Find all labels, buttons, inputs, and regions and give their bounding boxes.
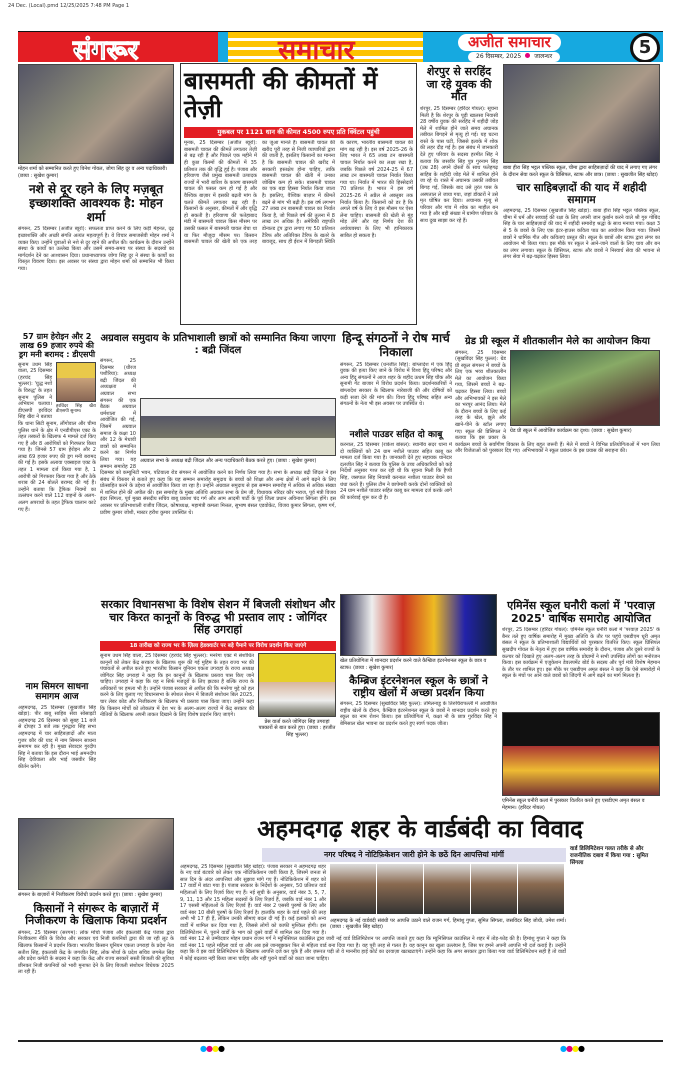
section-title-right: समाचार <box>278 35 355 62</box>
section-title-left: संगरूर <box>73 35 139 62</box>
cambridge-caption: खेल प्रतियोगिता में शानदार प्रदर्शन करने वाले कैम्ब्रिज इंटरनेशनल स्कूल के छात्र व स्टाफ। (छाया : सुखेश कुमार) <box>340 658 487 671</box>
mohan-body: संगरूर, 25 दिसम्बर (अजीत ब्यूरो): सफलता प्राप्त करने के लिए कड़ी मेहनत, दृढ़ इच्छाशक्ति और अच्छी संगति अत्यंत महत्वपूर्ण है। ये विचार समाजसेवी मोहन शर्मा ने व्यक्त किए। उन्होंने युवाओं से नशे से दूर रहने की अपील की। कार्यक्रम के दौरान उन्होंने संस्था के कार्यों का उल्लेख किया और उसमें समय-समय पर संस्था के सदस्यों का मार्गदर्शन देने का आश्वासन दिया। प्रधानाध्यापक जोगा सिंह दूर ने संस्था के कार्यों का विस्तृत विवरण दिया। इस अवसर पर संस्था द्वारा मोहन शर्मा को सम्मानित भी किया गया। <box>18 226 174 272</box>
agrawal-figure <box>140 398 336 467</box>
grade-caption: ग्रेड प्री स्कूल में आयोजित कार्यक्रम का दृश्य। (छाया : सुखेश कुमार) <box>510 427 632 434</box>
sherpur-headline: शेरपुर से सरहिंद जा रहे युवक की मौत <box>426 65 492 104</box>
agrawal-photo <box>140 398 336 456</box>
ugrahan-headline: सरकार विधानसभा के विशेष सेशन में बिजली संशोधन और चार किरत कानूनों के विरुद्ध भी प्रस्ताव लाए : जोगिंदर सिंह उगराहां <box>101 598 335 637</box>
cambridge-story <box>340 594 497 813</box>
dsp-caption: हरविंदर सिंह खैरा डीएसपी सुनाम। <box>56 403 96 415</box>
masthead <box>18 31 663 62</box>
simran-headline: नाम सिमरन साधना समागम आज <box>25 682 89 703</box>
cambridge-photo <box>340 594 497 656</box>
portrait-sumit-singla <box>424 864 470 914</box>
ahmedgarh-portraits <box>330 864 566 916</box>
portrait-umesh-sharma <box>518 864 564 914</box>
hindu-powder-column <box>340 330 452 591</box>
ahmedgarh-caption: अहमदगढ़ के नई वार्डबंदी संबंधी पर आपत्ति उठाने वाले राजन गर्ग, हिमांशु गुप्ता, सुमित सिंगला, जसविंदर सिंह जोधी, उमेश शर्मा। (छाया : सुखजीत सिंह खोड़ा) <box>330 917 566 931</box>
sahibzade-caption: बाबा हीरा सिंह भट्टल पब्लिक स्कूल, चीमा द्वारा साहिबज़ादों की याद में लगाए गए लंगर के दौरान सेवा करते स्कूल के प्रिंसिपल, स्टाफ और छात्र। (छाया : सुखजीत सिंह खोड़ा) <box>503 165 658 178</box>
agrawal-caption: अग्रवाल सभा के अध्यक्ष बद्री जिंदल और अन्य पदाधिकारी बैठक करते हुए। (छाया : सुखेश कुमार) <box>140 458 317 464</box>
aminence-headline: एमिनेंस स्कूल घनौरी कलां में 'परवाज़ 2025' वार्षिक समारोह आयोजित <box>507 599 655 625</box>
cambridge-body: संगरूर, 25 दिसम्बर (सुखविंदर सिंह फुल्ल): तमिलनाडु के तिरुचिरापल्ली में आयोजित राष्ट्रीय खेलों के दौरान, कैम्ब्रिज इंटरनेशनल स्कूल के छात्रों ने शानदार प्रदर्शन करते हुए स्कूल का नाम रोशन किया। इस प्रतियोगिता में, कक्षा नौ के छात्र गुरविंदर सिंह ने बेमिसाल खेल भावना का प्रदर्शन करते हुए स्वर्ण पदक जीता। <box>340 701 497 727</box>
date-pill <box>468 52 560 62</box>
farmers-photo <box>18 818 174 890</box>
drug-body <box>18 362 96 675</box>
print-slug: 24 Dec. (Local).pmd 12/25/2025 7:48 PM Page 1 <box>8 3 130 9</box>
cambridge-headline: कैम्ब्रिज इंटरनेशनल स्कूल के छात्रों ने राष्ट्रीय खेलों में अच्छा प्रदर्शन किया <box>349 675 488 700</box>
masthead-left <box>18 32 218 62</box>
sahibzade-photo <box>503 64 660 163</box>
grade-headline: ग्रेड प्री स्कूल में शीतकालीन मेले का आयोजन किया <box>464 336 650 347</box>
agrawal-headline: अग्रवाल समुदाय के प्रतिभाशाली छात्रों को सम्मानित किया जाएगा : बद्री जिंदल <box>100 333 336 356</box>
mohan-photo <box>18 64 174 164</box>
color-registration-mark: ●●●● <box>200 1044 224 1053</box>
issue-date: 26 दिसम्बर, 2025 <box>476 53 522 60</box>
ahmedgarh-main <box>180 846 566 1038</box>
basmati-subhead: मुकबल पर 1121 धान की कीमत 4500 रुपए प्रति क्विंटल पहुंची <box>184 127 413 138</box>
portrait-rajan-garg <box>330 864 376 914</box>
mohan-headline: नशे से दूर रहने के लिए मज़बूत इच्छाशक्ति आवश्यक है: मोहन शर्मा <box>28 182 164 224</box>
sahibzade-body: अहमदगढ़, 25 दिसम्बर (सुखजीत सिंह खोड़ा): बाबा हीरा सिंह भट्टल पब्लिक स्कूल, चीमा में धर्म और सच्चाई की रक्षा के लिए अपनी जान कुर्बान करने वाले श्री गुरु गोबिंद सिंह के चार साहिबज़ादों की याद में शहीदी समारोह श्रद्धा के साथ मनाया गया। कक्षा 3 से 5 के छात्रों के लिए एक इंटर-हाउस कविता पाठ का आयोजन किया गया। जिसमें छात्रों ने धार्मिक गीत और कविताएं प्रस्तुत कीं। स्कूल के छात्रों और स्टाफ द्वारा लंगर का आयोजन भी किया गया। इस मौके पर स्कूल ने आने-जाने वालों के लिए चाय और बन का लंगर लगाया। स्कूल के प्रिंसिपल, स्टाफ और छात्रों ने निस्वार्थ सेवा की भावना से लंगर सेवा में बढ़-चढ़कर हिस्सा लिया। <box>503 208 660 261</box>
agrawal-body-text: संगरूर, 25 दिसम्बर (धीरज पशौरिया): अध्यक्ष बद्री जिंदल की अध्यक्षता में अग्रवाल सभा संगरूर की एक बैठक अग्रवाल धर्मशाला में आयोजित की गई, जिसमें अग्रवाल समाज के कक्षा 10 और 12 के मेधावी छात्रों को सम्मानित करने का निर्णय लिया गया। यह सम्मान समारोह 28 दिसम्बर को कम्युनिटी भवन, पटियाला रोड संगरूर में आयोजित करने का निर्णय लिया गया है। सभा के अध्यक्ष बद्री जिंदल ने इस संबंध में विस्तार से बताते हुए कहा कि यह सम्मान समारोह समुदाय के बच्चों को शिक्षा और अन्य क्षेत्रों में आगे बढ़ने के लिए प्रोत्साहित करने के उद्देश्य से आयोजित किया जा रहा है। उन्होंने अग्रवाल समुदाय से इस सम्मान समारोह में अधिक से अधिक संख्या में शामिल होने की अपील की। इस समारोह के मुख्य अतिथि अग्रवाल सभा के प्रेम जी, विधायक नरिंदर कौर भराज, पूर्व मंत्री विजय इंदर सिंगला, पूर्व मुख्य संसदीय सचिव बाबू प्रकाश चंद गर्ग और आम आदमी पार्टी के पूर्व जिला प्रधान अविनाश सिंगला होंगे। इस अवसर पर प्रतिभाशाली राजीव जिंदल, कोषाध्यक्ष, महामंत्री कमला मित्तल, सुभाष बंसल एडवोकेट, विजय कुमार सिंगला, कृष्ण गर्ग, प्रवीण कुमार जोशी, मास्टर हरीश कुमार उपस्थित थे। <box>100 358 336 516</box>
ahmedgarh-side-headline: वार्ड डिलिमिटेशन गलत तरीके से और राजनीतिक दबाव में किया गया : सुमित सिंगला <box>570 845 649 866</box>
agrawal-body <box>100 358 336 591</box>
ahmedgarh-story <box>180 814 660 1038</box>
basmati-box <box>180 63 417 325</box>
bottom-rule <box>18 1040 663 1042</box>
powder-body: करनाल, 25 दिसम्बर (राकेश बांसल): स्थानीय सदर थाना में दो व्यक्तियों को 24 ग्राम नशीले पाउडर सहित काबू कर मामला दर्ज किया गया है। जानकारी देते हुए सहायक थानेदार दलजीत सिंह ने बताया कि पुलिस के उच्च अधिकारियों को कड़े निर्देशों अनुसार गश्त कर रही थी कि सूचना मिली कि हैप्पी सिंह, जसपाल सिंह निवासी करनाल नशीला पाउडर बेचने का धंधा करते हैं। पुलिस टीम ने छापेमारी करके दोनों व्यक्तियों को 24 ग्राम नशीले पाउडर सहित काबू कर मामला दर्ज करके आगे की कार्रवाई शुरू कर दी है। <box>340 441 452 501</box>
ugrahan-caption: प्रेस वार्ता करते जोगिंदर सिंह उगराहां पत्रकारों से बात करते हुए। (छाया : हरजीत सिंह भुल्लर) <box>258 718 336 738</box>
basmati-body: मूनक, 25 दिसम्बर (अजीत ब्यूरो): बासमती चावल की कीमतें लगातार तेज़ी से बढ़ रही हैं और पिछले एक महीने में ही कुछ किस्मों की कीमतों में 35 प्रतिशत तक की वृद्धि हुई है। पंजाब और हरियाणा जैसे प्रमुख बासमती उत्पादक राज्यों में भारी बारिश के कारण बासमती चावल की फसल कम हो गई है और वैश्विक बाज़ार में इसकी बढ़ती मांग के चलते कीमतें लगातार बढ़ रही हैं। किसानों के अनुसार, कीमतों में और वृद्धि हो सकती है। हरियाणा की फतेहाबाद मंडी में बासमती चावल किस मौसम पर उसकी फ़सल में बासमती चावल बेचा था या फिर मौजूदा मौसम पर। किसान बासमती चावल की खेती को एक तरह का जुआ मानते हैं। बासमती चावल की खरीद पूरी तरह से निजी व्यापारियों द्वारा की जाती है, इसलिए किसानों का मानना है कि बासमती चावल की खरीद में सरकारी हस्तक्षेप होना चाहिए, ताकि बासमती चावल की खेती में उनका जोखिम कम हो सके। बासमती चावल का एक बड़ा हिस्सा निर्यात किया जाता है। इसलिए, वैश्विक बाज़ार में कीमतें बढ़ने से मांग भी बढ़ी है। इस वर्ष लगभग 27 लाख टन बासमती चावल का निर्यात किया है, जो पिछले वर्ष की तुलना में 8 लाख टन अधिक है। अमेरिकी राष्ट्रपति डोनाल्ड ट्रंप द्वारा लगाए गए 50 प्रतिशत टैरिफ और अतिरिक्त टैरिफ के खतरे के बावजूद, साथ ही ईरान में बिगड़ती स्थिति के कारण, भारतीय बासमती चावल की मांग बढ़ रही है। इस वर्ष 2025-26 के लिए भारत ने 65 लाख टन बासमती चावल निर्यात करने का लक्ष्य रखा है, जबकि पिछले वर्ष 2024-25 में 67 लाख टन बासमती चावल निर्यात किया गया था। निर्यात में भारत की हिस्सेदारी 70 प्रतिशत है। भारत ने इस वर्ष 2025-26 में अप्रैल से अक्तूबर तक निर्यात किया है। किसानों को डर है कि अगले वर्ष के लिए वे इस मौसम पर ऐसा लेना चाहिए। बासमती की खेती से मुंह मोड़ लेंगे और वह निर्णय देश की अर्थव्यवस्था के लिए भी हानिकारक साबित हो सकता है। <box>184 140 413 246</box>
sherpur-story <box>420 64 498 324</box>
ugrahan-body <box>100 653 336 813</box>
dsp-portrait <box>56 362 96 402</box>
aminence-photo <box>502 712 660 796</box>
ugrahan-figure <box>258 653 336 741</box>
ugrahan-portrait <box>258 653 336 717</box>
masthead-middle <box>228 32 423 62</box>
basmati-headline: बासमती की कीमतों में तेज़ी <box>184 67 378 123</box>
farmers-story <box>18 818 174 1036</box>
dot-icon <box>525 53 530 58</box>
sahibzade-story <box>503 64 660 324</box>
ahmedgarh-body <box>180 864 566 1038</box>
ahmedgarh-body-text: अहमदगढ़, 25 दिसम्बर (सुखजीत सिंह खोड़ा): पंजाब सरकार ने अहमदगढ़ शहर के नए वार्ड बंटवारे को लेकर एक नोटिफ़िकेशन जारी किया है, जिसमें जनता से सात दिन के अंदर आपत्तियां और सुझाव मांगे गए हैं। नोटिफ़िकेशन में शहर को 17 वार्डों में बांटा गया है। पंजाब सरकार के निर्देशों के अनुसार, 50 प्रतिशत वार्ड महिलाओं के लिए रिज़र्व किए गए हैं। नई सूची के अनुसार, वार्ड नंबर 3, 5, 7, 9, 11, 13 और 15 महिला सदस्यों के लिए रिज़र्व हैं, जबकि वार्ड नंबर 1 और 17 एससी महिलाओं के लिए रिज़र्व हैं। वार्ड नंबर 2 एससी पुरुषों के लिए और वार्ड नंबर 10 बीसी पुरुषों के लिए रिज़र्व है। हालांकि शहर के वार्ड पहले की तरह अभी भी 17 ही हैं, लेकिन उनकी सीमाएं बदल दी गई हैं। कई इलाकों को अन्य वार्डों में शामिल कर दिया गया है, जिससे लोगों को काफी मुश्किल होगी। इस डिलिमिटेशन में, पुराने वार्डों के भाग को दूसरे वार्डों में शामिल कर दिया गया है। वार्ड नंबर 12 से उम्मीदवार मोहन प्रधान राजन गर्ग ने म्युनिसिपल काउंसिल द्वारा जारी नई वार्ड डिलिमिटेशन पर आपत्ति जताते हुए कहा कि म्युनिसिपल काउंसिल ने शहर में तोड़-फोड़ की है। हिमांशु गुप्ता ने कहा कि वार्ड नंबर 11 पहले महिला वार्ड था और अब इसे जानबूझकर फिर से महिला वार्ड बना दिया गया है। यह पूरी तरह से गलत है। यह कानून का खुला उल्लंघन है, जिस पर हमने अपनी आपत्ति भी दर्ज कराई है। उन्होंने कहा कि वे इस वार्ड डिलिमिटेशन के खिलाफ आपत्ति दर्ज कर चुके हैं और ज़रूरत पड़ी तो वे माननीय हाई कोर्ट का दरवाज़ा खटखटाएंगे। उन्होंने कहा कि अगर सरकार द्वारा किया गया वार्ड डिलिमिटेशन सही है तो वार्डों में कोई बदलाव नहीं किया जाना चाहिए और नहीं पुराने वार्डों को काटा जाना चाहिए। <box>180 863 566 962</box>
ugrahan-story <box>100 597 336 813</box>
ugrahan-strip: 18 तारीख को राज्य भर के ज़िला हेडक्वार्टर पर बड़े पैमाने पर विरोध प्रदर्शन किए जाएंगे <box>100 641 336 651</box>
dsp-figure <box>56 362 96 417</box>
hindu-headline: हिन्दू संगठनों ने रोष मार्च निकाला <box>342 331 450 359</box>
agrawal-story <box>100 331 336 591</box>
paper-name: अजीत समाचार <box>458 34 561 51</box>
aminence-story <box>502 598 660 813</box>
drug-body-text: सुनाम उधम सिंह वाला, 25 दिसम्बर (हरचंद सिंह भुल्लर): 'युद्ध नशों के विरुद्ध' के तहत सुनाम पुलिस ने अभियान चलाया। डीएसपी हरविंदर सिंह खैरा ने बताया कि थाना सिटी सुनाम, लौंगोवाल और चीमा पुलिस थाने के क्षेत्र में एनडीपीएस एक्ट के तहत तस्करों के खिलाफ 4 मामले दर्ज किए गए हैं और 8 आरोपियों को गिरफ्तार किया गया है। जिनसे 57 ग्राम हेरोइन और 2 लाख 69 हजार रुपए की ड्रग मनी बरामद की गई है। इसके अलावा एक्साइज एक्ट के तहत 1 मामला दर्ज किया गया है, 1 आरोपी को गिरफ्तार किया गया है और ठेके शराब की 24 बोतलें बरामद की गई हैं। उन्होंने बताया कि ट्रैफिक नियमों का उल्लंघन करने वाले 112 वाहनों के अलग-अलग अपराधों के तहत ट्रैफिक चालान काटे गए हैं। <box>18 361 96 513</box>
ahmedgarh-figure <box>330 864 566 933</box>
grade-body <box>455 350 660 592</box>
page-number: 5 <box>630 33 660 62</box>
simran-body: अहमदगढ़, 25 दिसम्बर (सुखजीत सिंह खोड़ा): पीर बाबू साहिब सेवा सोसाइटी अहमदगढ़ 26 दिसम्बर को सुबह 11 बजे से दोपहर 3 बजे तक गुरुद्वारा सिंह सभा अहमदगढ़ में चार साहिबज़ादों और माता गुजर कौर की याद में नाम सिमरन साधना समागम कर रही है। मुख्य सेवादार गुरदीप सिंह ने बताया कि इस दौरान भाई अमनदीप सिंह देवीवाला और भाई जसवीर सिंह कीर्तन करेंगे। <box>18 704 96 771</box>
farmers-caption: संगरूर के बाज़ारों में निजीकरण विरोधी प्रदर्शन करते हुए। (छाया : सुखेश कुमार) <box>18 892 163 898</box>
grade-body-text: संगरूर, 25 दिसम्बर (सुखविंदर सिंह फुल्ल): ग्रेड प्री स्कूल संगरूर में बच्चों के लिए एक भव्य शीतकालीन मेले का आयोजन किया गया, जिसमें बच्चों ने बढ़-चढ़कर हिस्सा लिया। बच्चों और अभिभावकों ने इस मेले का भरपूर आनंद लिया। मेले के दौरान बच्चों के लिए कई तरह के खेल, झूले और खाने-पीने के स्टॉल लगाए गए। स्कूल की प्रिंसिपल ने बताया कि इस प्रकार के कार्यक्रम बच्चों के सर्वांगीण विकास के लिए बहुत जरूरी हैं। मेले में बच्चों ने विभिन्न प्रतियोगिताओं में भाग लिया और विजेताओं को पुरस्कार दिए गए। अभिभावकों ने स्कूल प्रबंधन के इस प्रयास की सराहना की। <box>455 349 660 455</box>
simran-story <box>18 680 96 813</box>
grade-photo <box>510 350 660 426</box>
drug-headline: 57 ग्राम हेरोइन और 2 लाख 69 हजार रुपये की ड्रग मनी बरामद : डीएसपी <box>18 332 96 360</box>
aminence-body: शेरपुर, 25 दिसम्बर (हरिंदर गोयल): एमिनेंस स्कूल घनौरी कलां में 'परवाज़ 2025' के बैनर तले हुए वार्षिक समारोह में मुख्य अतिथि के तौर पर पहुंचे एसडीएम धूरी अमृत बंसल ने स्कूल के प्रतिभाशाली विद्यार्थियों को पुरस्कार वितरित किए। स्कूल प्रिंसिपल सुखदीप गोयल के नेतृत्व में हुए इस वार्षिक समारोह के दौरान, पंजाब और दूसरे राज्यों के कल्चर को दिखाते हुए अलग-अलग तरह के प्रोग्रामों ने सभी उपस्थित लोगों का मनोरंजन किया। इस कार्यक्रम में एजुकेशन डेवलपमेंट बोर्ड के सदस्य और पूर्व मंत्री विशेष मेहमान के तौर पर शामिल हुए। इस मौके पर एसडीएम अमृत बंसल ने कहा कि ऐसे समारोहों में स्कूल के मंचों पर आने वाले छात्रों को जिंदगी में आगे बढ़ने का मार्ग मिलता है। <box>502 627 660 680</box>
ahmedgarh-columns <box>180 846 660 1038</box>
farmers-headline: किसानों ने संगरूर के बाज़ारों में निजीकरण के खिलाफ किया प्रदर्शन <box>25 901 167 928</box>
ahmedgarh-headline: अहमदगढ़ शहर के वार्डबंदी का विवाद <box>257 815 583 843</box>
ugrahan-body-text: सुनाम उधम सिंह वाला, 25 दिसम्बर (हरचंद सिंह भुल्लर): मनरेगा एक्ट में संशोधित कानूनों को लेकर केंद्र सरकार के खिलाफ शुरू की गई मुहिम के तहत राज्य भर की पंचायतों से अपील करते हुए भारतीय किसान यूनियन एकता उगराहां के राज्य अध्यक्ष जोगिंदर सिंह उगराहां ने कहा कि इन कानूनों के खिलाफ प्रस्ताव पास किए जाने चाहिए। उगराहां ने कहा कि यह न सिर्फ मजदूरों के लिए झटका है बल्कि राज्य के अधिकारों पर हमला भी है। उन्होंने पंजाब सरकार से अपील की कि मनरेगा मुद्दे को हल करने के लिए बुलाए गए विधानसभा के स्पेशल सेशन में बिजली संशोधन बिल 2025, चार लेबर कोड और निजीकरण के खिलाफ भी प्रस्ताव पास किया जाए। उन्होंने कहा कि किसान मोर्चों को लोकतंत्र में देश भर के अलग-अलग राज्यों में केंद्र सरकार की नीतियों के खिलाफ अपनी ताकत दिखाने के लिए विशेष प्रदर्शन किए जाएंगे। <box>100 652 254 719</box>
drug-story <box>18 330 96 675</box>
portrait-jaswinder-singh <box>471 864 517 914</box>
ahmedgarh-subhead: नगर परिषद ने नोटिफ़िकेशन जारी होने के छठें दिन आपत्तियां मांगीं <box>262 848 566 862</box>
issue-city: जालन्धर <box>534 53 553 60</box>
farmers-body: संगरूर, 25 दिसम्बर (सरगम): लोक मोर्चा पंजाब और इंकलाबी केंद्र पंजाब द्वारा निजीकरण नीति के विरोध और सरकार एवं निजी कंपनियों द्वारा की जा रही लूट के खिलाफ किसानों ने प्रदर्शन किया। भारतीय किसान यूनियन एकता उगराहां के प्रदेश नेता सतीश सिंह, इंकलाबी केंद्र के जगजीत सिंह, लोक मोर्चा के प्रदेश सचिव जगमेल सिंह और प्रदेश कमेटी के सदस्य ने कहा कि केंद्र और राज्य सरकारें सस्ती बिजली की सुविधा छीनकर निजी कंपनियों को भारी मुनाफा देने के लिए बिजली संशोधन विधेयक 2025 ला रही हैं। <box>18 929 174 976</box>
grade-story <box>455 334 660 591</box>
portrait-himanshu-gupta <box>377 864 423 914</box>
mohan-caption: मोहन शर्मा को सम्मानित करते हुए विनेश गोयल, जोगा सिंह दूर व अन्य पदाधिकारी। (छाया : सुखेश कुमार) <box>18 166 168 179</box>
hindu-body: संगरूर, 25 दिसम्बर (धनजीत सिंह): बांग्लादेश में एक हिंदू युवक की हत्या किए जाने के विरोध में विश्व हिंदू परिषद और अन्य हिंदू संगठनों ने आज शहर के शहीद ऊधम सिंह चौक और सुनामी गेट बाजार में विरोध प्रदर्शन किया। प्रदर्शनकारियों ने बांग्लादेश सरकार के खिलाफ नारेबाजी की और दोषियों को कड़ी सजा देने की मांग की। विश्व हिंदू परिषद सहित अन्य संगठनों के नेता भी इस अवसर पर उपस्थित थे। <box>340 361 452 408</box>
grade-figure <box>510 350 660 437</box>
sherpur-body: शेरपुर, 25 दिसम्बर (हरिंदर गोयल): सूचना मिली है कि शेरपुर के पूड़ी खालसा निवासी 28 वर्षीय युवक की सरहिंद में शहीदी जोड़ मेले में शामिल होने जाते समय अचानक तबीयत बिगड़ने से मृत्यु हो गई। यह घटना रास्ते के पास घटी, जिससे इलाके में शोक की लहर दौड़ गई है। इस संबंध में जानकारी देते हुए परिवार के सदस्य हरमीत सिंह ने बताया कि जसवीर सिंह पुत्र गुरनाम सिंह (उम्र 28) अपने दोस्तों के साथ फतेहगढ़ साहिब के शहीदी जोड़ मेले में शामिल होने जा रहे थे। रास्ते में अचानक उसकी तबीयत बिगड़ गई, जिसके बाद उसे तुरंत पास के अस्पताल ले जाया गया, जहां डॉक्टरों ने उसे मृत घोषित कर दिया। अचानक मृत्यु से परिवार और गांव में शोक का माहौल बन गया है और बड़ी संख्या में ग्रामीण परिवार के साथ दुख साझा कर रहे हैं। <box>420 105 498 225</box>
powder-headline: नशीले पाउडर सहित दो काबू <box>349 429 443 440</box>
color-registration-mark: ●●●● <box>560 1044 584 1053</box>
aminence-caption: एमिनेंस स्कूल घनौरी कलां में पुरस्कार वितरित करते हुए एसडीएम अमृत बंसल व मेहमान। (हरिंदर गोयल) <box>502 798 645 811</box>
sahibzade-headline: चार साहिबज़ादों की याद में शहीदी समागम <box>516 182 647 207</box>
mohan-story <box>18 64 174 324</box>
